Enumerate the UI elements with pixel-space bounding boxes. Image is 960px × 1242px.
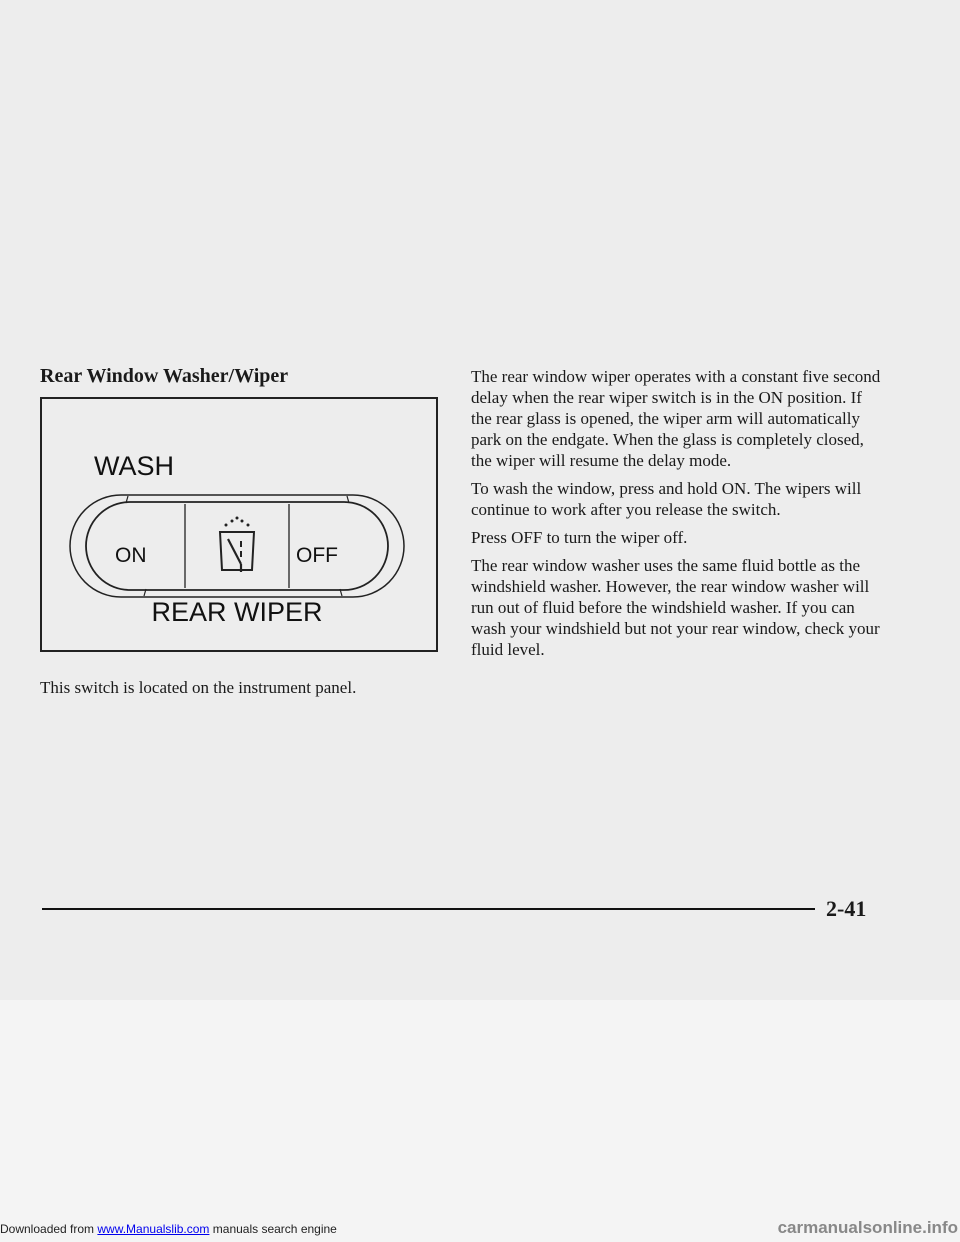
figure-caption: This switch is located on the instrument panel. bbox=[40, 678, 357, 697]
rear-wiper-label: REAR WIPER bbox=[151, 597, 323, 627]
section-heading: Rear Window Washer/Wiper bbox=[40, 365, 289, 387]
footer-prefix: Downloaded from bbox=[0, 1222, 98, 1236]
paragraph-wash-instructions: To wash the window, press and hold ON. The wipers will continue to work after you release the switch. bbox=[471, 479, 862, 519]
page-bottom-band bbox=[0, 1000, 960, 1242]
body-text-column bbox=[471, 366, 881, 667]
on-label: ON bbox=[115, 544, 147, 567]
page-number: 2-41 bbox=[826, 896, 867, 921]
manualslib-link[interactable]: www.Manualslib.com bbox=[97, 1222, 210, 1236]
paragraph-off-instructions: Press OFF to turn the wiper off. bbox=[471, 528, 688, 547]
footer-suffix: manuals search engine bbox=[209, 1222, 337, 1236]
switch-illustration bbox=[40, 397, 438, 652]
windshield-washer-icon bbox=[220, 517, 254, 573]
wash-label: WASH bbox=[94, 451, 174, 481]
paragraph-delay-mode: The rear window wiper operates with a constant five second delay when the rear wiper switch is in the ON position. If the rear glass is opened, the wiper arm will automatically park on the endgate. When the glass is completely closed, the wiper will resume the delay mode. bbox=[471, 367, 881, 470]
off-label: OFF bbox=[296, 544, 338, 567]
paragraph-fluid-level: The rear window washer uses the same fluid bottle as the windshield washer. However, the rear window washer will run out of fluid before the windshield washer. If you can wash your windshield but not your rear window, check your fluid level. bbox=[471, 556, 880, 659]
page-rule bbox=[42, 908, 815, 910]
rear-wiper-switch-diagram bbox=[42, 399, 436, 650]
watermark: carmanualsonline.info bbox=[777, 1218, 958, 1237]
download-footer bbox=[0, 1222, 337, 1236]
